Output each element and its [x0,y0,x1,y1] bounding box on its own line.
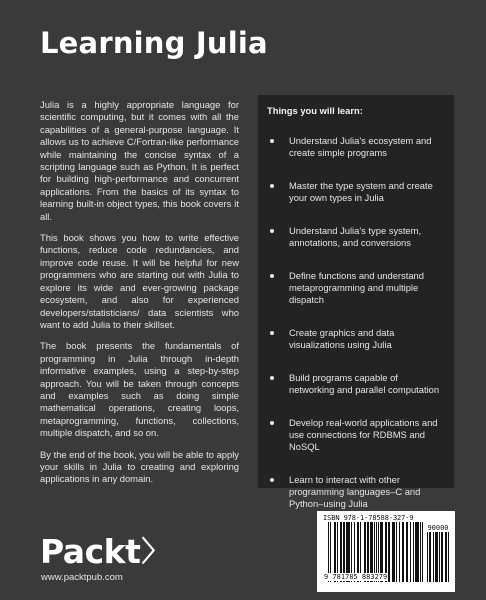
ean-digits: 9 781785 883279 [324,573,388,581]
learn-item-text: Build programs capable of networking and parallel computation [289,371,440,395]
learn-item-text: Understand Julia's type system, annotations, and conversions [289,224,422,249]
learn-list [267,135,444,510]
bullet-icon [270,331,274,335]
description-paragraph: This book shows you how to write effective functions, reduce code redundancies, and improve code reuse. It will be helpful for new programmers who are starting out with Julia to explore its wide and ever-growing package ecosystem, and also for experienced developers/statisticians/ data scientists who want to add Julia to their skillset. [40,232,239,330]
bullet-icon [270,184,274,188]
book-description [40,99,239,495]
packt-logo [40,534,169,572]
isbn-text: ISBN 978-1-78588-327-9 [323,514,414,522]
learn-item [267,327,444,351]
learn-item-text: Develop real-world applications and use connections for RDBMS and NoSQL [289,416,438,453]
isbn-barcode [317,511,455,592]
logo-chevron-icon: 〉 [141,535,169,568]
description-paragraph: The book presents the fundamentals of programming in Julia through in-depth informative examples, using a step-by-step approach. You will be taken through concepts and examples such as doing simple mathematical operations, creating loops, metaprogramming, functions, collections, multiple dispatch, and so on. [40,340,239,439]
learn-item [267,135,444,159]
learn-panel-heading: Things you will learn: [267,105,363,116]
learn-item [267,417,444,454]
learn-item-text: Create graphics and data visualizations using Julia [289,326,395,351]
book-title: Learning Julia [40,26,268,60]
learn-item [267,180,444,204]
publisher-website: www.packtpub.com [41,572,123,583]
learn-item-text: Master the type system and create your own types in Julia [289,179,433,204]
barcode-area [323,522,451,582]
barcode-addon [427,524,449,582]
description-paragraph: By the end of the book, you will be able to apply your skills in Julia to creating and exploring applications in any domain. [40,448,239,485]
description-paragraph: Julia is a highly appropriate language for scientific computing, but it comes with all the capabilities of a general-purpose language. It allows us to achieve C/Fortran-like performance while maintaining the concise syntax of a scripting language such as Python. It is perfect for building high-performance and concurrent applications. From the basics of its syntax to learning built-in object types, this book covers it all. [40,99,239,222]
bullet-icon [270,376,274,380]
bullet-icon [270,229,274,233]
learn-panel [258,95,454,510]
bullet-icon [270,139,274,143]
learn-item [267,225,444,249]
logo-text: Packt [40,532,141,571]
learn-item-text: Understand Julia's ecosystem and create simple programs [289,135,432,159]
bullet-icon [270,478,274,482]
learn-item-text: Define functions and understand metaprogramming and multiple dispatch [289,269,424,306]
learn-item [267,270,444,307]
addon-bars [427,532,449,582]
learn-item [267,474,444,511]
addon-digits: 90000 [427,524,449,532]
bullet-icon [270,421,274,425]
learn-item [267,372,444,396]
learn-item-text: Learn to interact with other programming languages–C and Python–using Julia [289,473,421,510]
bullet-icon [270,274,274,278]
